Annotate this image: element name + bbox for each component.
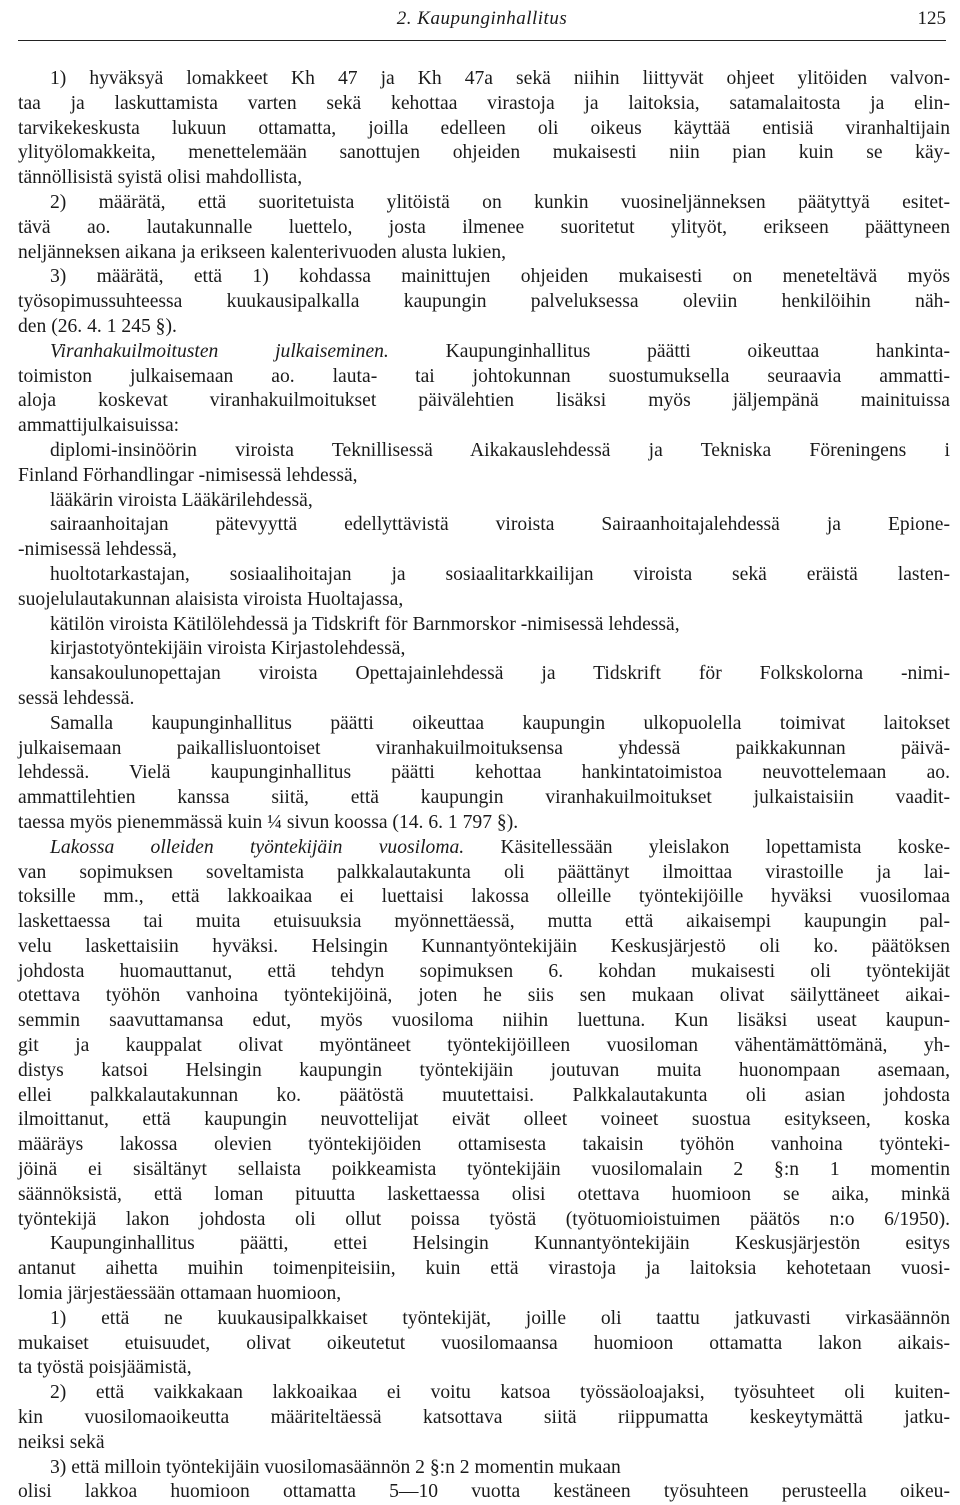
text-line: [18, 513, 950, 538]
text-line: [18, 1034, 950, 1059]
line-text: huoltotarkastajan, sosiaalihoitajan ja sosiaalitarkkailijan viroista sekä eräistä lasten-: [50, 563, 950, 585]
text-line: [18, 563, 950, 588]
text-line: [18, 141, 950, 166]
text-line: [18, 811, 950, 836]
line-text: olisi lakkoa huomioon ottamatta 5—10 vuotta kestäneen työsuhteen perusteella oikeu-: [18, 1481, 950, 1503]
text-line: [18, 315, 950, 340]
text-line: [18, 414, 950, 439]
text-line: [18, 1282, 950, 1307]
line-text: 2) että vaikkakaan lakkoaikaa ei voitu katsoa työssäoloajaksi, työsuhteet oli kuiten-: [50, 1382, 950, 1404]
line-text: den (26. 4. 1 245 §).: [18, 315, 177, 337]
text-line: [18, 389, 950, 414]
line-text: suojelulautakunnan alaisista viroista Huoltajassa,: [18, 588, 404, 610]
text-line: [18, 1059, 950, 1084]
text-line: [18, 241, 950, 266]
text-line: [18, 836, 950, 861]
text-line: [18, 1084, 950, 1109]
line-text: sairaanhoitajan pätevyyttä edellyttävistä viroista Sairaanhoitajalehdessä ja Epione-: [50, 514, 950, 536]
line-text: distys katsoi Helsingin kaupungin työntekijäin joutuvan muita huonompaan asemaan,: [18, 1059, 950, 1081]
line-text: ammattijulkaisuissa:: [18, 415, 180, 437]
line-text: tarvikekeskusta lukuun ottamatta, joilla edelleen oli oikeus käyttää entisiä viranhaltijain: [18, 117, 950, 139]
line-text: aloja koskevat viranhakuilmoitukset päivälehtien lisäksi myös jäljempänä mainituissa: [18, 390, 950, 412]
text-line: [18, 166, 950, 191]
line-text: 1) hyväksyä lomakkeet Kh 47 ja Kh 47a sekä niihin liittyvät ohjeet ylitöiden valvon-: [50, 68, 950, 89]
line-text: kätilön viroista Kätilölehdessä ja Tidskrift för Barnmorskor -nimisessä lehdessä,: [50, 613, 680, 635]
line-text: neiksi sekä: [18, 1431, 105, 1453]
text-line: [18, 1381, 950, 1406]
line-text: ta työstä poisjäämistä,: [18, 1357, 192, 1379]
text-line: [18, 1332, 950, 1357]
italic-heading: Lakossa olleiden työntekijäin vuosiloma.: [50, 836, 465, 858]
section-title: 2. Kaupunginhallitus: [396, 8, 568, 29]
line-text: van sopimuksen soveltamista palkkalautakunta oli päättänyt ilmoittaa virastoille ja lai-: [18, 861, 950, 883]
text-line: [18, 340, 950, 365]
line-text: julkaisemaan paikallisluontoiset viranhakuilmoituksensa yhdessä paikkakunnan päivä-: [18, 737, 950, 759]
line-text: laskettaessa tai muita etuisuuksia myönnettäessä, mutta että aikaisempi kaupungin pal-: [18, 911, 950, 933]
text-line: [18, 439, 950, 464]
line-text: 2) määrätä, että suoritetuista ylitöistä on kunkin vuosineljänneksen päätyttyä esitet-: [50, 191, 950, 213]
line-text: kirjastotyöntekijäin viroista Kirjastolehdessä,: [50, 638, 406, 660]
line-text: 3) että milloin työntekijäin vuosilomasäännön 2 §:n 2 momentin mukaan: [50, 1456, 621, 1478]
line-text: taa ja laskuttamista varten sekä kehottaa virastoja ja laitoksia, satamalaitosta ja elin-: [18, 92, 950, 114]
text-line: [18, 1133, 950, 1158]
line-text: Kaupunginhallitus päätti, ettei Helsingin Kunnantyöntekijäin Keskusjärjestön esitys: [50, 1233, 950, 1255]
page-header: [18, 8, 946, 38]
line-text: semmin saavuttamansa edut, myös vuosiloma niihin luettuna. Kun lisäksi useat kaupun-: [18, 1010, 950, 1032]
page-number: 125: [917, 8, 946, 29]
line-text: työntekijä lakon johdosta oli ollut poissa työstä (työtuomioistuimen päätös n:o 6/1950).: [18, 1208, 950, 1230]
header-rule: [18, 40, 946, 41]
line-text: diplomi-insinöörin viroista Teknillisessä Aikakauslehdessä ja Tekniska Föreningens i: [50, 439, 950, 461]
text-line: [18, 1356, 950, 1381]
text-line: [18, 1108, 950, 1133]
text-line: [18, 67, 950, 92]
line-text: mukaiset etuisuudet, olivat oikeutetut vuosilomaansa huomioon ottamatta lakon aikais-: [18, 1332, 950, 1354]
line-text: ylityölomakkeita, menettelemään sanottujen ohjeiden mukaisesti niin pian kuin se käy-: [18, 142, 950, 164]
text-line: [18, 1232, 950, 1257]
line-text: työsopimussuhteessa kuukausipalkalla kaupungin palveluksessa oleviin henkilöihin näh-: [18, 291, 950, 313]
text-line: [18, 1406, 950, 1431]
text-line: [18, 1257, 950, 1282]
text-line: [18, 92, 950, 117]
line-text: 1) että ne kuukausipalkkaiset työntekijät, joille oli taattu jatkuvasti virkasäännön: [50, 1307, 950, 1329]
text-line: [18, 712, 950, 737]
line-text: lääkärin viroista Lääkärilehdessä,: [50, 489, 313, 511]
text-line: [18, 761, 950, 786]
text-line: [18, 1456, 950, 1481]
line-text: taessa myös pienemmässä kuin ¼ sivun koossa (14. 6. 1 797 §).: [18, 811, 519, 833]
line-text: neljänneksen aikana ja erikseen kalenterivuoden alusta lukien,: [18, 241, 507, 263]
text-line: [18, 216, 950, 241]
line-text: ammattilehtien kanssa siitä, että kaupungin viranhakuilmoitukset julkaistaisiin vaadit-: [18, 787, 950, 809]
line-text: antanut aihetta muihin toimenpiteisiin, kuin että virastoja ja laitoksia kehotetaan vuosi-: [18, 1258, 950, 1280]
text-line: [18, 786, 950, 811]
text-line: [18, 538, 950, 563]
line-text: Kaupunginhallitus päätti oikeuttaa hankinta-: [388, 340, 950, 362]
text-line: [18, 265, 950, 290]
line-text: otettava työhön vanhoina työntekijöinä, joten he siis sen mukaan olivat säilyttäneet aikai-: [18, 985, 950, 1007]
text-line: [18, 1158, 950, 1183]
text-line: [18, 117, 950, 142]
line-text: sessä lehdessä.: [18, 687, 135, 709]
line-text: jöinä ei sisältänyt sellaista poikkeamista työntekijäin vuosilomalain 2 §:n 1 momentin: [18, 1159, 950, 1181]
line-text: johdosta huomauttanut, että tehdyn sopimuksen 6. kohdan mukaisesti oli työntekijät: [18, 960, 950, 982]
line-text: 3) määrätä, että 1) kohdassa mainittujen ohjeiden mukaisesti on meneteltävä myös: [50, 266, 950, 288]
line-text: Samalla kaupunginhallitus päätti oikeuttaa kaupungin ulkopuolella toimivat laitokset: [50, 712, 950, 734]
text-line: [18, 662, 950, 687]
text-line: [18, 489, 950, 514]
text-line: [18, 290, 950, 315]
text-line: [18, 910, 950, 935]
line-text: kansakoulunopettajan viroista Opettajainlehdessä ja Tidskrift för Folkskolorna -nimi-: [50, 663, 950, 685]
line-text: määräys lakossa olevien työntekijöiden ottamisesta takaisin työhön vanhoina työnteki-: [18, 1134, 950, 1156]
text-line: [18, 637, 950, 662]
text-line: [18, 1183, 950, 1208]
text-line: [18, 885, 950, 910]
line-text: lehdessä. Vielä kaupunginhallitus päätti kehottaa hankintatoimistoa neuvottelemaan ao.: [18, 762, 950, 784]
text-line: [18, 1431, 950, 1456]
text-line: [18, 1009, 950, 1034]
line-text: Finland Förhandlingar -nimisessä lehdessä,: [18, 464, 358, 486]
body-text: [18, 67, 950, 1505]
line-text: toimiston julkaisemaan ao. lauta- tai johtokunnan suostumuksella seuraavia ammatti-: [18, 365, 950, 387]
line-text: tävä ao. lautakunnalle luettelo, josta ilmenee suoritetut ylityöt, erikseen päättyneen: [18, 216, 950, 238]
text-line: [18, 1307, 950, 1332]
text-line: [18, 984, 950, 1009]
text-line: [18, 191, 950, 216]
line-text: Käsitellessään yleislakon lopettamista koske-: [464, 836, 950, 858]
line-text: velu laskettaisiin hyväksi. Helsingin Kunnantyöntekijäin Keskusjärjestö oli ko. päätöksen: [18, 935, 950, 957]
text-line: [18, 960, 950, 985]
line-text: git ja kauppalat olivat myöntäneet työntekijöilleen vuosiloman vähentämättömänä, yh-: [18, 1035, 950, 1057]
text-line: [18, 588, 950, 613]
line-text: toksille mm., että lakkoaikaa ei luettaisi lakossa olleille työntekijöille hyväksi vuosilomaa: [18, 886, 950, 908]
line-text: -nimisessä lehdessä,: [18, 539, 177, 561]
line-text: lomia järjestäessään ottamaan huomioon,: [18, 1283, 342, 1305]
text-line: [18, 861, 950, 886]
line-text: ilmoittanut, että kaupungin neuvottelijat eivät olleet voineet suostua esitykseen, koska: [18, 1109, 950, 1131]
line-text: kin vuosilomaoikeutta määriteltäessä katsottava siitä riippumatta keskeytymättä jatku-: [18, 1407, 950, 1429]
text-line: [18, 613, 950, 638]
text-line: [18, 464, 950, 489]
text-line: [18, 365, 950, 390]
line-text: säännöksistä, että loman pituutta laskettaessa olisi otettava huomioon se aika, minkä: [18, 1183, 950, 1205]
text-line: [18, 1480, 950, 1505]
text-line: [18, 1208, 950, 1233]
text-line: [18, 935, 950, 960]
text-line: [18, 737, 950, 762]
italic-heading: Viranhakuilmoitusten julkaiseminen.: [50, 340, 389, 362]
line-text: ellei palkkalautakunnan ko. päätöstä muutettaisi. Palkkalautakunta oli asian johdosta: [18, 1084, 950, 1106]
line-text: tännöllisistä syistä olisi mahdollista,: [18, 167, 303, 189]
text-line: [18, 687, 950, 712]
